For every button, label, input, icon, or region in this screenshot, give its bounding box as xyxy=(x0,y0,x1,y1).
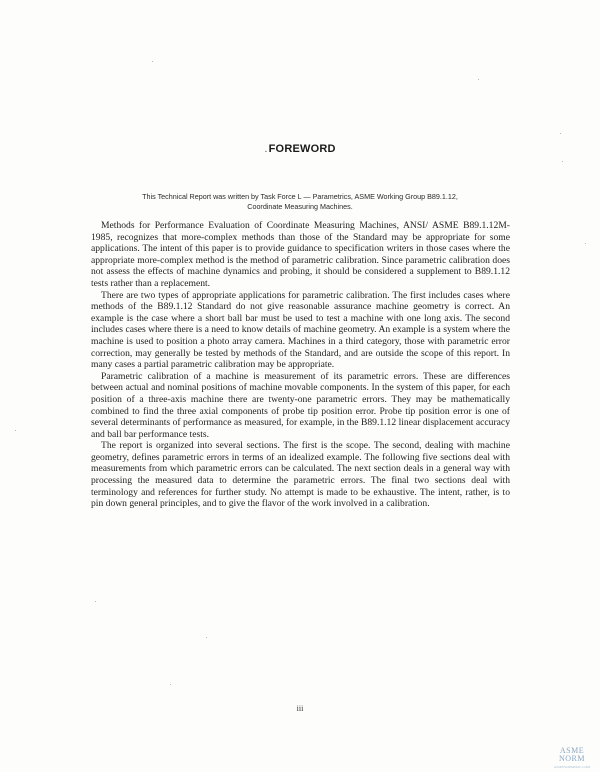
paragraph: The report is organized into several sections. The first is the scope. The second, dealing with machine geometry, defines parametric errors in terms of an idealized example. The following five sections deal with measurements from which parametric errors can be calculated. The next section deals in a general way with processing the measured data to determine the parametric errors. The final two sections deal with terminology and references for further study. No attempt is made to be exhaustive. The intent, rather, is to pin down general principles, and to give the flavor of the work involved in a calibration. xyxy=(91,440,510,510)
body-text xyxy=(91,220,510,510)
scan-speck xyxy=(170,684,171,685)
paragraph: There are two types of appropriate applications for parametric calibration. The first includes cases where methods of the B89.1.12 Standard do not give reasonable assurance machine geometry is correct. An example is the case where a short ball bar must be used to test a machine with one long axis. The second includes cases where there is a need to know details of machine geometry. An example is a system where the machine is used to position a photo array camera. Machines in a third category, those with parametric error correction, may generally be tested by methods of the Standard, and are outside the scope of this report. In many cases a partial parametric calibration may be appropriate. xyxy=(91,289,510,371)
watermark-main: ASME NORM xyxy=(558,746,585,763)
scan-speck xyxy=(95,601,96,602)
scan-speck xyxy=(15,430,16,431)
intro-line: This Technical Report was written by Task Force L — Parametrics, ASME Working Group B89.1.12, xyxy=(142,192,458,201)
watermark-logo xyxy=(548,747,596,771)
scan-mark: . xyxy=(264,143,268,155)
paragraph: Parametric calibration of a machine is measurement of its parametric errors. These are differences between actual and nominal positions of machine movable components. In the system of this paper, for each position of a three-axis machine there are twenty-one parametric errors. They may be mathematically combined to find the three axial components of probe tip position error. Probe tip position error is one of several determinants of performance as measured, for example, in the B89.1.12 linear displacement accuracy and ball bar performance tests. xyxy=(91,370,510,440)
scan-speck xyxy=(560,133,561,134)
intro-note xyxy=(100,192,500,212)
scan-speck xyxy=(478,79,479,80)
page-title xyxy=(0,143,600,155)
scan-speck xyxy=(562,161,563,162)
foreword-heading: FOREWORD xyxy=(268,143,336,155)
page-number: iii xyxy=(296,704,304,713)
intro-line: Coordinate Measuring Machines. xyxy=(247,202,353,211)
scan-speck xyxy=(152,61,153,62)
scan-speck xyxy=(206,637,207,638)
watermark-sub: ASMENORMDOC.COM xyxy=(553,765,591,769)
scan-speck xyxy=(585,243,586,244)
paragraph: Methods for Performance Evaluation of Coordinate Measuring Machines, ANSI/ ASME B89.1.12M-1985, recognizes that more-complex methods than those of the Standard may be appropriate for some applications. The intent of this paper is to provide guidance to specification writers in those cases where the appropriate more-complex method is the method of parametric calibration. Since parametric calibration does not assess the effects of machine dynamics and probing, it should be considered a supplement to B89.1.12 tests rather than a replacement. xyxy=(91,220,510,289)
